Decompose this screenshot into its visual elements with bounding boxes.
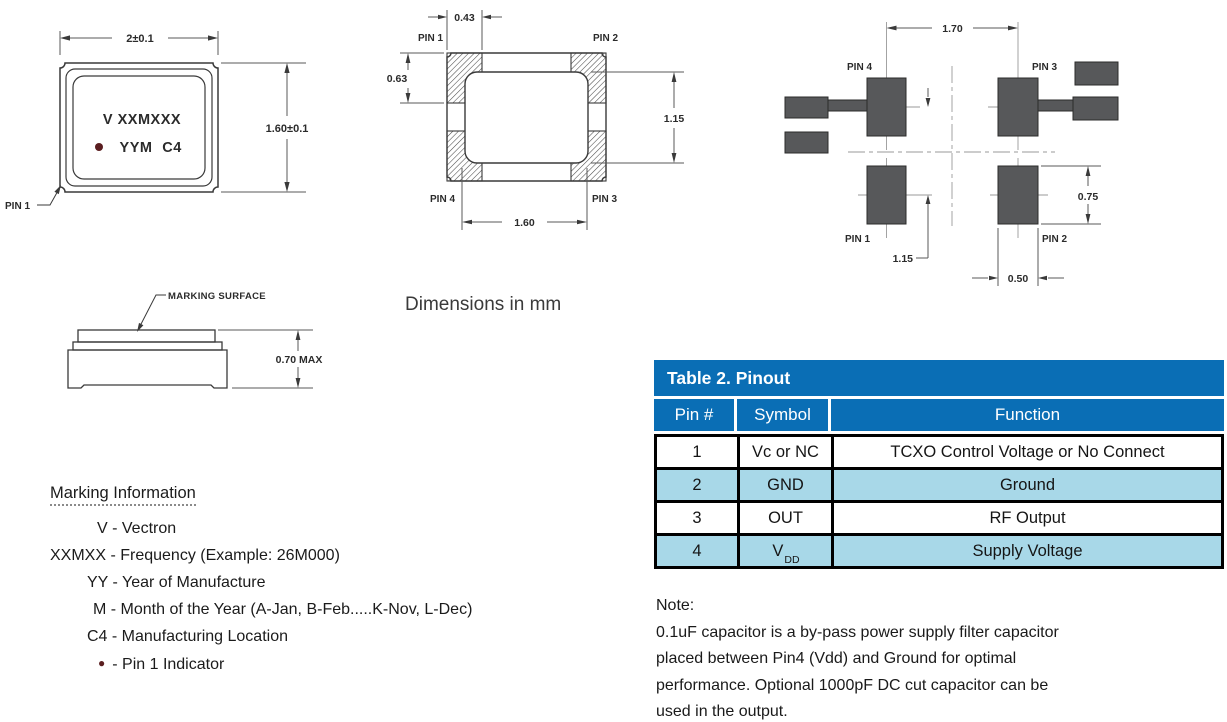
package-side-view-drawing bbox=[50, 285, 350, 407]
pad-pin1 bbox=[867, 166, 906, 224]
marking-information-title: Marking Information bbox=[50, 484, 196, 506]
cell-symbol: Vc or NC bbox=[740, 437, 834, 467]
marking-c4: C4 bbox=[162, 140, 182, 156]
note-block bbox=[656, 593, 1059, 722]
note-line: used in the output. bbox=[656, 703, 788, 720]
marking-line: C4 - Manufacturing Location bbox=[87, 628, 288, 645]
marking-line-pin1-indicator bbox=[30, 650, 472, 677]
arrow bbox=[672, 72, 677, 82]
arrow-left bbox=[60, 35, 70, 40]
header-symbol: Symbol bbox=[737, 399, 831, 431]
trace-pin3 bbox=[1038, 100, 1073, 111]
pin4-label: PIN 4 bbox=[847, 62, 873, 73]
header-pin: Pin # bbox=[654, 399, 737, 431]
table-row bbox=[657, 437, 1221, 470]
arrow-right bbox=[208, 35, 218, 40]
vdd-subscript: DD bbox=[784, 554, 800, 566]
pad-pin4 bbox=[867, 78, 906, 136]
dim-070-label: 0.70 MAX bbox=[275, 354, 323, 366]
pin3-label: PIN 3 bbox=[592, 194, 618, 205]
pin2-label: PIN 2 bbox=[593, 33, 619, 44]
package-top-view-drawing bbox=[0, 8, 340, 240]
dim-height-label: 1.60±0.1 bbox=[265, 123, 309, 135]
arrow bbox=[482, 15, 491, 19]
pad-pin3 bbox=[998, 78, 1038, 136]
note-line: performance. Optional 1000pF DC cut capacitor can be bbox=[656, 676, 1049, 694]
cap-pad-right-2 bbox=[1075, 62, 1118, 85]
dim-115-label: 1.15 bbox=[892, 253, 913, 265]
inner-cavity bbox=[465, 72, 588, 163]
vdd-base: V bbox=[772, 542, 784, 560]
marking-line: XXMXX - Frequency (Example: 26M000) bbox=[50, 547, 340, 564]
package-bottom-view-drawing bbox=[380, 0, 692, 245]
dim-050-label: 0.50 bbox=[1007, 273, 1029, 285]
cell-function: TCXO Control Voltage or No Connect bbox=[890, 443, 1165, 461]
arrow bbox=[887, 26, 897, 31]
arrow-down bbox=[284, 182, 289, 192]
marking-information-lines bbox=[30, 515, 472, 677]
table-row bbox=[657, 470, 1221, 503]
arrow bbox=[406, 53, 411, 63]
table-row bbox=[657, 503, 1221, 536]
cap-pad-left-2 bbox=[785, 132, 828, 153]
note-label: Note: bbox=[656, 597, 695, 614]
note-line: 0.1uF capacitor is a by-pass power supply filter capacitor bbox=[656, 623, 1059, 641]
dim-160-label: 1.60 bbox=[514, 217, 535, 229]
table-title: Table 2. Pinout bbox=[654, 360, 1224, 396]
side-profile bbox=[68, 330, 227, 388]
arrow bbox=[1008, 26, 1018, 31]
cell-function: RF Output bbox=[989, 509, 1066, 527]
pin1-indicator-text: - Pin 1 Indicator bbox=[112, 656, 225, 673]
land-pattern-drawing bbox=[770, 0, 1227, 292]
header-function: Function bbox=[831, 399, 1224, 431]
land-pads bbox=[785, 62, 1118, 224]
arrow bbox=[577, 220, 587, 224]
note-line: placed between Pin4 (Vdd) and Ground for optimal bbox=[656, 650, 1017, 667]
pin3-label: PIN 3 bbox=[1032, 62, 1058, 73]
arrow bbox=[296, 378, 301, 388]
cap-pad-left bbox=[785, 97, 828, 118]
pad-pin2 bbox=[998, 166, 1038, 224]
arrow bbox=[672, 153, 677, 163]
cell-pin: 1 bbox=[657, 437, 740, 467]
marking-line: M - Month of the Year (A-Jan, B-Feb.....K-Nov, L-Dec) bbox=[93, 601, 473, 618]
pin1-arrow bbox=[54, 185, 61, 194]
arrow bbox=[462, 220, 472, 224]
dim-width-label: 2±0.1 bbox=[126, 33, 154, 45]
pin1-label: PIN 1 bbox=[418, 33, 444, 44]
pin1-label: PIN 1 bbox=[5, 201, 31, 212]
cell-pin: 4 bbox=[657, 536, 740, 566]
marking-line: V - Vectron bbox=[97, 520, 177, 537]
arrow bbox=[438, 15, 447, 19]
marking-surface-leader bbox=[139, 295, 166, 328]
dim-063-label: 0.63 bbox=[386, 73, 408, 85]
trace-pin4 bbox=[828, 100, 867, 111]
cell-pin: 3 bbox=[657, 503, 740, 533]
dim-115-label: 1.15 bbox=[663, 113, 685, 125]
marking-line1: V XXMXXX bbox=[102, 112, 182, 128]
arrow-up bbox=[284, 63, 289, 73]
cell-function: Supply Voltage bbox=[972, 542, 1083, 560]
pinout-table bbox=[654, 360, 1224, 569]
arrow bbox=[926, 195, 931, 204]
arrow bbox=[1038, 276, 1047, 280]
dim-043-label: 0.43 bbox=[454, 12, 475, 24]
dim-170-label: 1.70 bbox=[942, 23, 963, 35]
dim-115-lines bbox=[916, 88, 928, 258]
arrow bbox=[1086, 166, 1091, 176]
pin1-indicator-dot: ● bbox=[98, 656, 106, 670]
pin2-label: PIN 2 bbox=[1042, 234, 1068, 245]
marking-yym: YYM bbox=[119, 140, 153, 156]
arrow bbox=[296, 330, 301, 340]
pin1-label: PIN 1 bbox=[845, 234, 871, 245]
pin4-label: PIN 4 bbox=[430, 194, 456, 205]
dim-075-label: 0.75 bbox=[1077, 191, 1099, 203]
table-body bbox=[654, 434, 1224, 569]
marking-information-block bbox=[30, 484, 472, 677]
arrow bbox=[1086, 214, 1091, 224]
table-header-row bbox=[654, 399, 1224, 431]
table-row bbox=[657, 536, 1221, 566]
arrow bbox=[406, 93, 411, 103]
units-note: Dimensions in mm bbox=[405, 294, 562, 315]
pin1-indicator-dot bbox=[95, 143, 103, 151]
cell-symbol bbox=[740, 536, 834, 566]
cell-symbol: OUT bbox=[740, 503, 834, 533]
marking-surface-label: MARKING SURFACE bbox=[168, 291, 266, 302]
cell-pin: 2 bbox=[657, 470, 740, 500]
cell-symbol: GND bbox=[740, 470, 834, 500]
arrow bbox=[926, 98, 931, 107]
arrow bbox=[989, 276, 998, 280]
cap-pad-right bbox=[1073, 97, 1118, 120]
marking-line: YY - Year of Manufacture bbox=[87, 574, 266, 591]
cell-function: Ground bbox=[999, 476, 1056, 494]
